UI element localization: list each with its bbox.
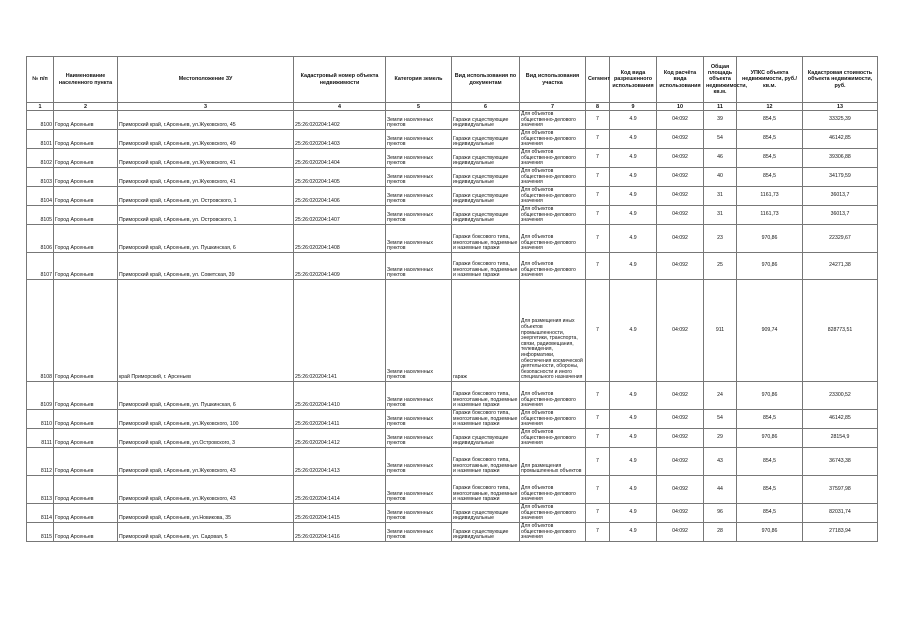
cell-num: 8111: [27, 429, 54, 448]
cell-calc_code: 04:092: [657, 111, 704, 130]
cell-site_use: Для объектов общественно-делового значения: [520, 187, 586, 206]
cell-segment: 7: [586, 429, 610, 448]
cell-category: Земли населенных пунктов: [386, 476, 452, 504]
cell-site_use: Для объектов общественно-делового значения: [520, 168, 586, 187]
cell-num: 8106: [27, 225, 54, 253]
cell-segment: 7: [586, 280, 610, 382]
cell-settlement: Город Арсеньев: [54, 225, 118, 253]
cell-num: 8109: [27, 382, 54, 410]
table-row: [27, 130, 878, 149]
cell-location: Приморский край, г.Арсеньев, ул. Садовая, 5: [118, 523, 294, 542]
cell-area: 54: [704, 130, 737, 149]
cell-num: 8100: [27, 111, 54, 130]
cell-perm_code: 4.9: [610, 168, 657, 187]
cell-value: 23300,52: [803, 382, 878, 410]
cell-location: Приморский край, г.Арсеньев, ул. Пушкинская, 6: [118, 382, 294, 410]
cell-upks: 854,5: [737, 504, 803, 523]
cell-site_use: Для объектов общественно-делового значения: [520, 382, 586, 410]
cell-calc_code: 04:092: [657, 130, 704, 149]
cell-calc_code: 04:092: [657, 382, 704, 410]
cell-upks: 909,74: [737, 280, 803, 382]
cell-num: 8105: [27, 206, 54, 225]
cell-cadastral: 25:26:020204:1404: [294, 149, 386, 168]
column-header-site_use: Вид использования участка: [520, 57, 586, 103]
cell-upks: 854,5: [737, 168, 803, 187]
cell-site_use: Для размещения промышленных объектов: [520, 448, 586, 476]
column-number: 6: [452, 103, 520, 111]
cell-category: Земли населенных пунктов: [386, 523, 452, 542]
cell-area: 24: [704, 382, 737, 410]
cell-calc_code: 04:092: [657, 187, 704, 206]
cell-num: 8101: [27, 130, 54, 149]
cell-num: 8110: [27, 410, 54, 429]
table-row: [27, 187, 878, 206]
cell-location: Приморский край, г.Арсеньев, ул.Жуковского, 43: [118, 448, 294, 476]
cell-perm_code: 4.9: [610, 523, 657, 542]
cell-value: 36013,7: [803, 187, 878, 206]
cell-num: 8112: [27, 448, 54, 476]
cell-doc_use: Гаражи боксового типа, многоэтажные, подземные и наземные гаражи: [452, 448, 520, 476]
table-row: [27, 111, 878, 130]
cell-cadastral: 25:26:020204:141: [294, 280, 386, 382]
cell-segment: 7: [586, 410, 610, 429]
cell-doc_use: Гаражи существующие индивидуальные: [452, 523, 520, 542]
column-number: 2: [54, 103, 118, 111]
cell-settlement: Город Арсеньев: [54, 410, 118, 429]
column-number: 1: [27, 103, 54, 111]
column-number: 5: [386, 103, 452, 111]
cell-doc_use: Гаражи боксового типа, многоэтажные, подземные и наземные гаражи: [452, 476, 520, 504]
cell-perm_code: 4.9: [610, 504, 657, 523]
cell-area: 44: [704, 476, 737, 504]
cell-location: Приморский край, г.Арсеньев, ул.Новикова, 35: [118, 504, 294, 523]
table-body: [27, 111, 878, 542]
cell-cadastral: 25:26:020204:1412: [294, 429, 386, 448]
column-header-location: Местоположение ЗУ: [118, 57, 294, 103]
cell-cadastral: 25:26:020204:1416: [294, 523, 386, 542]
column-number: 12: [737, 103, 803, 111]
cell-doc_use: Гаражи боксового типа, многоэтажные, подземные и наземные гаражи: [452, 382, 520, 410]
cell-num: 8115: [27, 523, 54, 542]
cell-site_use: Для объектов общественно-делового значения: [520, 253, 586, 280]
cell-upks: 854,5: [737, 448, 803, 476]
table-row: [27, 253, 878, 280]
cell-value: 36743,38: [803, 448, 878, 476]
cell-upks: 854,5: [737, 476, 803, 504]
column-header-calc_code: Код расчёта вида использования: [657, 57, 704, 103]
cell-area: 39: [704, 111, 737, 130]
cell-settlement: Город Арсеньев: [54, 280, 118, 382]
cell-perm_code: 4.9: [610, 410, 657, 429]
cell-calc_code: 04:092: [657, 168, 704, 187]
column-header-num: № п/п: [27, 57, 54, 103]
table-row: [27, 504, 878, 523]
cell-upks: 854,5: [737, 111, 803, 130]
table-row: [27, 476, 878, 504]
column-number: 7: [520, 103, 586, 111]
cell-value: 46142,85: [803, 130, 878, 149]
cell-location: Приморский край, г.Арсеньев, ул. Островского, 1: [118, 187, 294, 206]
table-row: [27, 225, 878, 253]
cell-site_use: Для объектов общественно-делового значения: [520, 504, 586, 523]
cell-site_use: Для размещения иных объектов промышленности, энергетики, транспорта, связи, радиовещания, телевидения, информатики, обеспечения космической деятельности, обороны, безопасности и иного специального назначения: [520, 280, 586, 382]
cell-segment: 7: [586, 187, 610, 206]
cell-value: 39306,88: [803, 149, 878, 168]
cell-category: Земли населенных пунктов: [386, 429, 452, 448]
cell-value: 36013,7: [803, 206, 878, 225]
cell-site_use: Для объектов общественно-делового значения: [520, 130, 586, 149]
cell-segment: 7: [586, 382, 610, 410]
cell-value: 22329,67: [803, 225, 878, 253]
cell-perm_code: 4.9: [610, 111, 657, 130]
header-row: [27, 57, 878, 103]
cell-calc_code: 04:092: [657, 410, 704, 429]
cell-segment: 7: [586, 168, 610, 187]
cell-settlement: Город Арсеньев: [54, 111, 118, 130]
cell-upks: 854,5: [737, 130, 803, 149]
cell-category: Земли населенных пунктов: [386, 130, 452, 149]
column-header-upks: УПКС объекта недвижимости, руб./кв.м.: [737, 57, 803, 103]
cell-doc_use: Гаражи боксового типа, многоэтажные, подземные и наземные гаражи: [452, 225, 520, 253]
cell-calc_code: 04:092: [657, 448, 704, 476]
cell-perm_code: 4.9: [610, 187, 657, 206]
cell-segment: 7: [586, 504, 610, 523]
cell-segment: 7: [586, 206, 610, 225]
cell-area: 31: [704, 187, 737, 206]
cell-segment: 7: [586, 448, 610, 476]
cell-perm_code: 4.9: [610, 225, 657, 253]
cell-value: 46142,85: [803, 410, 878, 429]
column-number: 3: [118, 103, 294, 111]
table-row: [27, 168, 878, 187]
cell-cadastral: 25:26:020204:1408: [294, 225, 386, 253]
cell-site_use: Для объектов общественно-делового значения: [520, 206, 586, 225]
cell-site_use: Для объектов общественно-делового значения: [520, 111, 586, 130]
cell-calc_code: 04:092: [657, 149, 704, 168]
column-number: 9: [610, 103, 657, 111]
cell-settlement: Город Арсеньев: [54, 523, 118, 542]
cell-doc_use: Гаражи существующие индивидуальные: [452, 149, 520, 168]
cell-doc_use: Гаражи существующие индивидуальные: [452, 429, 520, 448]
column-header-segment: Сегмент: [586, 57, 610, 103]
cell-calc_code: 04:092: [657, 206, 704, 225]
cell-doc_use: Гаражи существующие индивидуальные: [452, 504, 520, 523]
table-row: [27, 382, 878, 410]
cell-doc_use: гараж: [452, 280, 520, 382]
cell-perm_code: 4.9: [610, 382, 657, 410]
cell-category: Земли населенных пунктов: [386, 225, 452, 253]
cell-doc_use: Гаражи боксового типа, многоэтажные, подземные и наземные гаражи: [452, 410, 520, 429]
cell-area: 31: [704, 206, 737, 225]
cell-category: Земли населенных пунктов: [386, 111, 452, 130]
cell-num: 8104: [27, 187, 54, 206]
cell-value: 28154,9: [803, 429, 878, 448]
cell-site_use: Для объектов общественно-делового значения: [520, 225, 586, 253]
column-number: 8: [586, 103, 610, 111]
cell-num: 8107: [27, 253, 54, 280]
cell-doc_use: Гаражи существующие индивидуальные: [452, 130, 520, 149]
cell-location: Приморский край, г.Арсеньев, ул.Островского, 3: [118, 429, 294, 448]
cell-area: 40: [704, 168, 737, 187]
cell-category: Земли населенных пунктов: [386, 504, 452, 523]
cell-cadastral: 25:26:020204:1415: [294, 504, 386, 523]
cell-settlement: Город Арсеньев: [54, 253, 118, 280]
cell-perm_code: 4.9: [610, 253, 657, 280]
cell-cadastral: 25:26:020204:1407: [294, 206, 386, 225]
cell-site_use: Для объектов общественно-делового значения: [520, 523, 586, 542]
table-row: [27, 429, 878, 448]
cadastral-value-table-sheet: [26, 56, 877, 542]
table-row: [27, 206, 878, 225]
cell-segment: 7: [586, 111, 610, 130]
column-header-area: Общая площадь объекта недвижимости, кв.м.: [704, 57, 737, 103]
cell-settlement: Город Арсеньев: [54, 187, 118, 206]
cell-settlement: Город Арсеньев: [54, 448, 118, 476]
table-row: [27, 280, 878, 382]
cell-value: 27183,94: [803, 523, 878, 542]
cell-category: Земли населенных пунктов: [386, 187, 452, 206]
cell-num: 8102: [27, 149, 54, 168]
cell-cadastral: 25:26:020204:1403: [294, 130, 386, 149]
cell-upks: 970,86: [737, 225, 803, 253]
cell-perm_code: 4.9: [610, 429, 657, 448]
cell-area: 23: [704, 225, 737, 253]
cell-calc_code: 04:092: [657, 225, 704, 253]
cell-location: край Приморский, г. Арсеньев: [118, 280, 294, 382]
cell-calc_code: 04:092: [657, 280, 704, 382]
cell-upks: 1161,73: [737, 206, 803, 225]
cell-settlement: Город Арсеньев: [54, 476, 118, 504]
cell-location: Приморский край, г.Арсеньев, ул.Жуковского, 41: [118, 168, 294, 187]
cell-perm_code: 4.9: [610, 130, 657, 149]
cell-upks: 854,5: [737, 149, 803, 168]
cell-value: 33325,39: [803, 111, 878, 130]
cell-doc_use: Гаражи существующие индивидуальные: [452, 111, 520, 130]
cell-location: Приморский край, г.Арсеньев, ул. Островского, 1: [118, 206, 294, 225]
column-header-cadastral: Кадастровый номер объекта недвижимости: [294, 57, 386, 103]
cell-site_use: Для объектов общественно-делового значения: [520, 429, 586, 448]
cell-location: Приморский край, г.Арсеньев, ул.Жуковского, 45: [118, 111, 294, 130]
cell-location: Приморский край, г.Арсеньев, ул. Советская, 39: [118, 253, 294, 280]
cell-upks: 970,86: [737, 253, 803, 280]
column-header-perm_code: Код вида разрешенного использования: [610, 57, 657, 103]
cell-area: 25: [704, 253, 737, 280]
cell-category: Земли населенных пунктов: [386, 149, 452, 168]
cell-category: Земли населенных пунктов: [386, 206, 452, 225]
cell-calc_code: 04:092: [657, 523, 704, 542]
cell-cadastral: 25:26:020204:1411: [294, 410, 386, 429]
cell-perm_code: 4.9: [610, 206, 657, 225]
column-header-doc_use: Вид использования по документам: [452, 57, 520, 103]
cell-value: 828773,51: [803, 280, 878, 382]
cell-upks: 970,86: [737, 382, 803, 410]
cell-upks: 970,86: [737, 429, 803, 448]
column-number: 11: [704, 103, 737, 111]
cell-location: Приморский край, г.Арсеньев, ул. Пушкинская, 6: [118, 225, 294, 253]
cell-segment: 7: [586, 523, 610, 542]
cell-area: 43: [704, 448, 737, 476]
cell-value: 37597,98: [803, 476, 878, 504]
cell-settlement: Город Арсеньев: [54, 206, 118, 225]
cell-upks: 1161,73: [737, 187, 803, 206]
cell-value: 34179,59: [803, 168, 878, 187]
cell-calc_code: 04:092: [657, 429, 704, 448]
cell-value: 82031,74: [803, 504, 878, 523]
cell-doc_use: Гаражи боксового типа, многоэтажные, подземные и наземные гаражи: [452, 253, 520, 280]
cell-segment: 7: [586, 253, 610, 280]
cell-area: 29: [704, 429, 737, 448]
cell-num: 8113: [27, 476, 54, 504]
cell-cadastral: 25:26:020204:1413: [294, 448, 386, 476]
column-header-category: Категория земель: [386, 57, 452, 103]
cell-settlement: Город Арсеньев: [54, 382, 118, 410]
cell-cadastral: 25:26:020204:1414: [294, 476, 386, 504]
cell-cadastral: 25:26:020204:1405: [294, 168, 386, 187]
cell-perm_code: 4.9: [610, 448, 657, 476]
cell-cadastral: 25:26:020204:1410: [294, 382, 386, 410]
table-row: [27, 149, 878, 168]
cell-settlement: Город Арсеньев: [54, 168, 118, 187]
cell-perm_code: 4.9: [610, 280, 657, 382]
cell-settlement: Город Арсеньев: [54, 504, 118, 523]
column-number: 13: [803, 103, 878, 111]
cell-num: 8114: [27, 504, 54, 523]
cell-category: Земли населенных пунктов: [386, 168, 452, 187]
cell-calc_code: 04:092: [657, 253, 704, 280]
cell-doc_use: Гаражи существующие индивидуальные: [452, 187, 520, 206]
cell-doc_use: Гаражи существующие индивидуальные: [452, 168, 520, 187]
cell-category: Земли населенных пунктов: [386, 280, 452, 382]
cell-location: Приморский край, г.Арсеньев, ул.Жуковского, 49: [118, 130, 294, 149]
cell-segment: 7: [586, 225, 610, 253]
cell-category: Земли населенных пунктов: [386, 253, 452, 280]
cadastral-value-table: [26, 56, 878, 542]
column-number-row: [27, 103, 878, 111]
cell-upks: 970,86: [737, 523, 803, 542]
cell-calc_code: 04:092: [657, 476, 704, 504]
cell-perm_code: 4.9: [610, 476, 657, 504]
cell-category: Земли населенных пунктов: [386, 448, 452, 476]
cell-upks: 854,5: [737, 410, 803, 429]
cell-location: Приморский край, г.Арсеньев, ул.Жуковского, 41: [118, 149, 294, 168]
table-row: [27, 523, 878, 542]
cell-settlement: Город Арсеньев: [54, 149, 118, 168]
column-number: 10: [657, 103, 704, 111]
cell-settlement: Город Арсеньев: [54, 130, 118, 149]
cell-category: Земли населенных пунктов: [386, 382, 452, 410]
cell-area: 54: [704, 410, 737, 429]
cell-area: 28: [704, 523, 737, 542]
cell-area: 46: [704, 149, 737, 168]
cell-segment: 7: [586, 130, 610, 149]
cell-cadastral: 25:26:020204:1402: [294, 111, 386, 130]
cell-site_use: Для объектов общественно-делового значения: [520, 410, 586, 429]
cell-area: 96: [704, 504, 737, 523]
cell-cadastral: 25:26:020204:1409: [294, 253, 386, 280]
cell-num: 8103: [27, 168, 54, 187]
cell-site_use: Для объектов общественно-делового значения: [520, 149, 586, 168]
column-number: 4: [294, 103, 386, 111]
column-header-settlement: Наименование населенного пункта: [54, 57, 118, 103]
cell-site_use: Для объектов общественно-делового значения: [520, 476, 586, 504]
cell-settlement: Город Арсеньев: [54, 429, 118, 448]
column-header-value: Кадастровая стоимость объекта недвижимости, руб.: [803, 57, 878, 103]
cell-location: Приморский край, г.Арсеньев, ул.Жуковского, 100: [118, 410, 294, 429]
cell-doc_use: Гаражи существующие индивидуальные: [452, 206, 520, 225]
cell-perm_code: 4.9: [610, 149, 657, 168]
cell-segment: 7: [586, 476, 610, 504]
cell-segment: 7: [586, 149, 610, 168]
table-row: [27, 410, 878, 429]
table-row: [27, 448, 878, 476]
cell-cadastral: 25:26:020204:1406: [294, 187, 386, 206]
cell-location: Приморский край, г.Арсеньев, ул.Жуковского, 43: [118, 476, 294, 504]
cell-value: 24271,38: [803, 253, 878, 280]
cell-category: Земли населенных пунктов: [386, 410, 452, 429]
cell-num: 8108: [27, 280, 54, 382]
cell-calc_code: 04:092: [657, 504, 704, 523]
cell-area: 911: [704, 280, 737, 382]
